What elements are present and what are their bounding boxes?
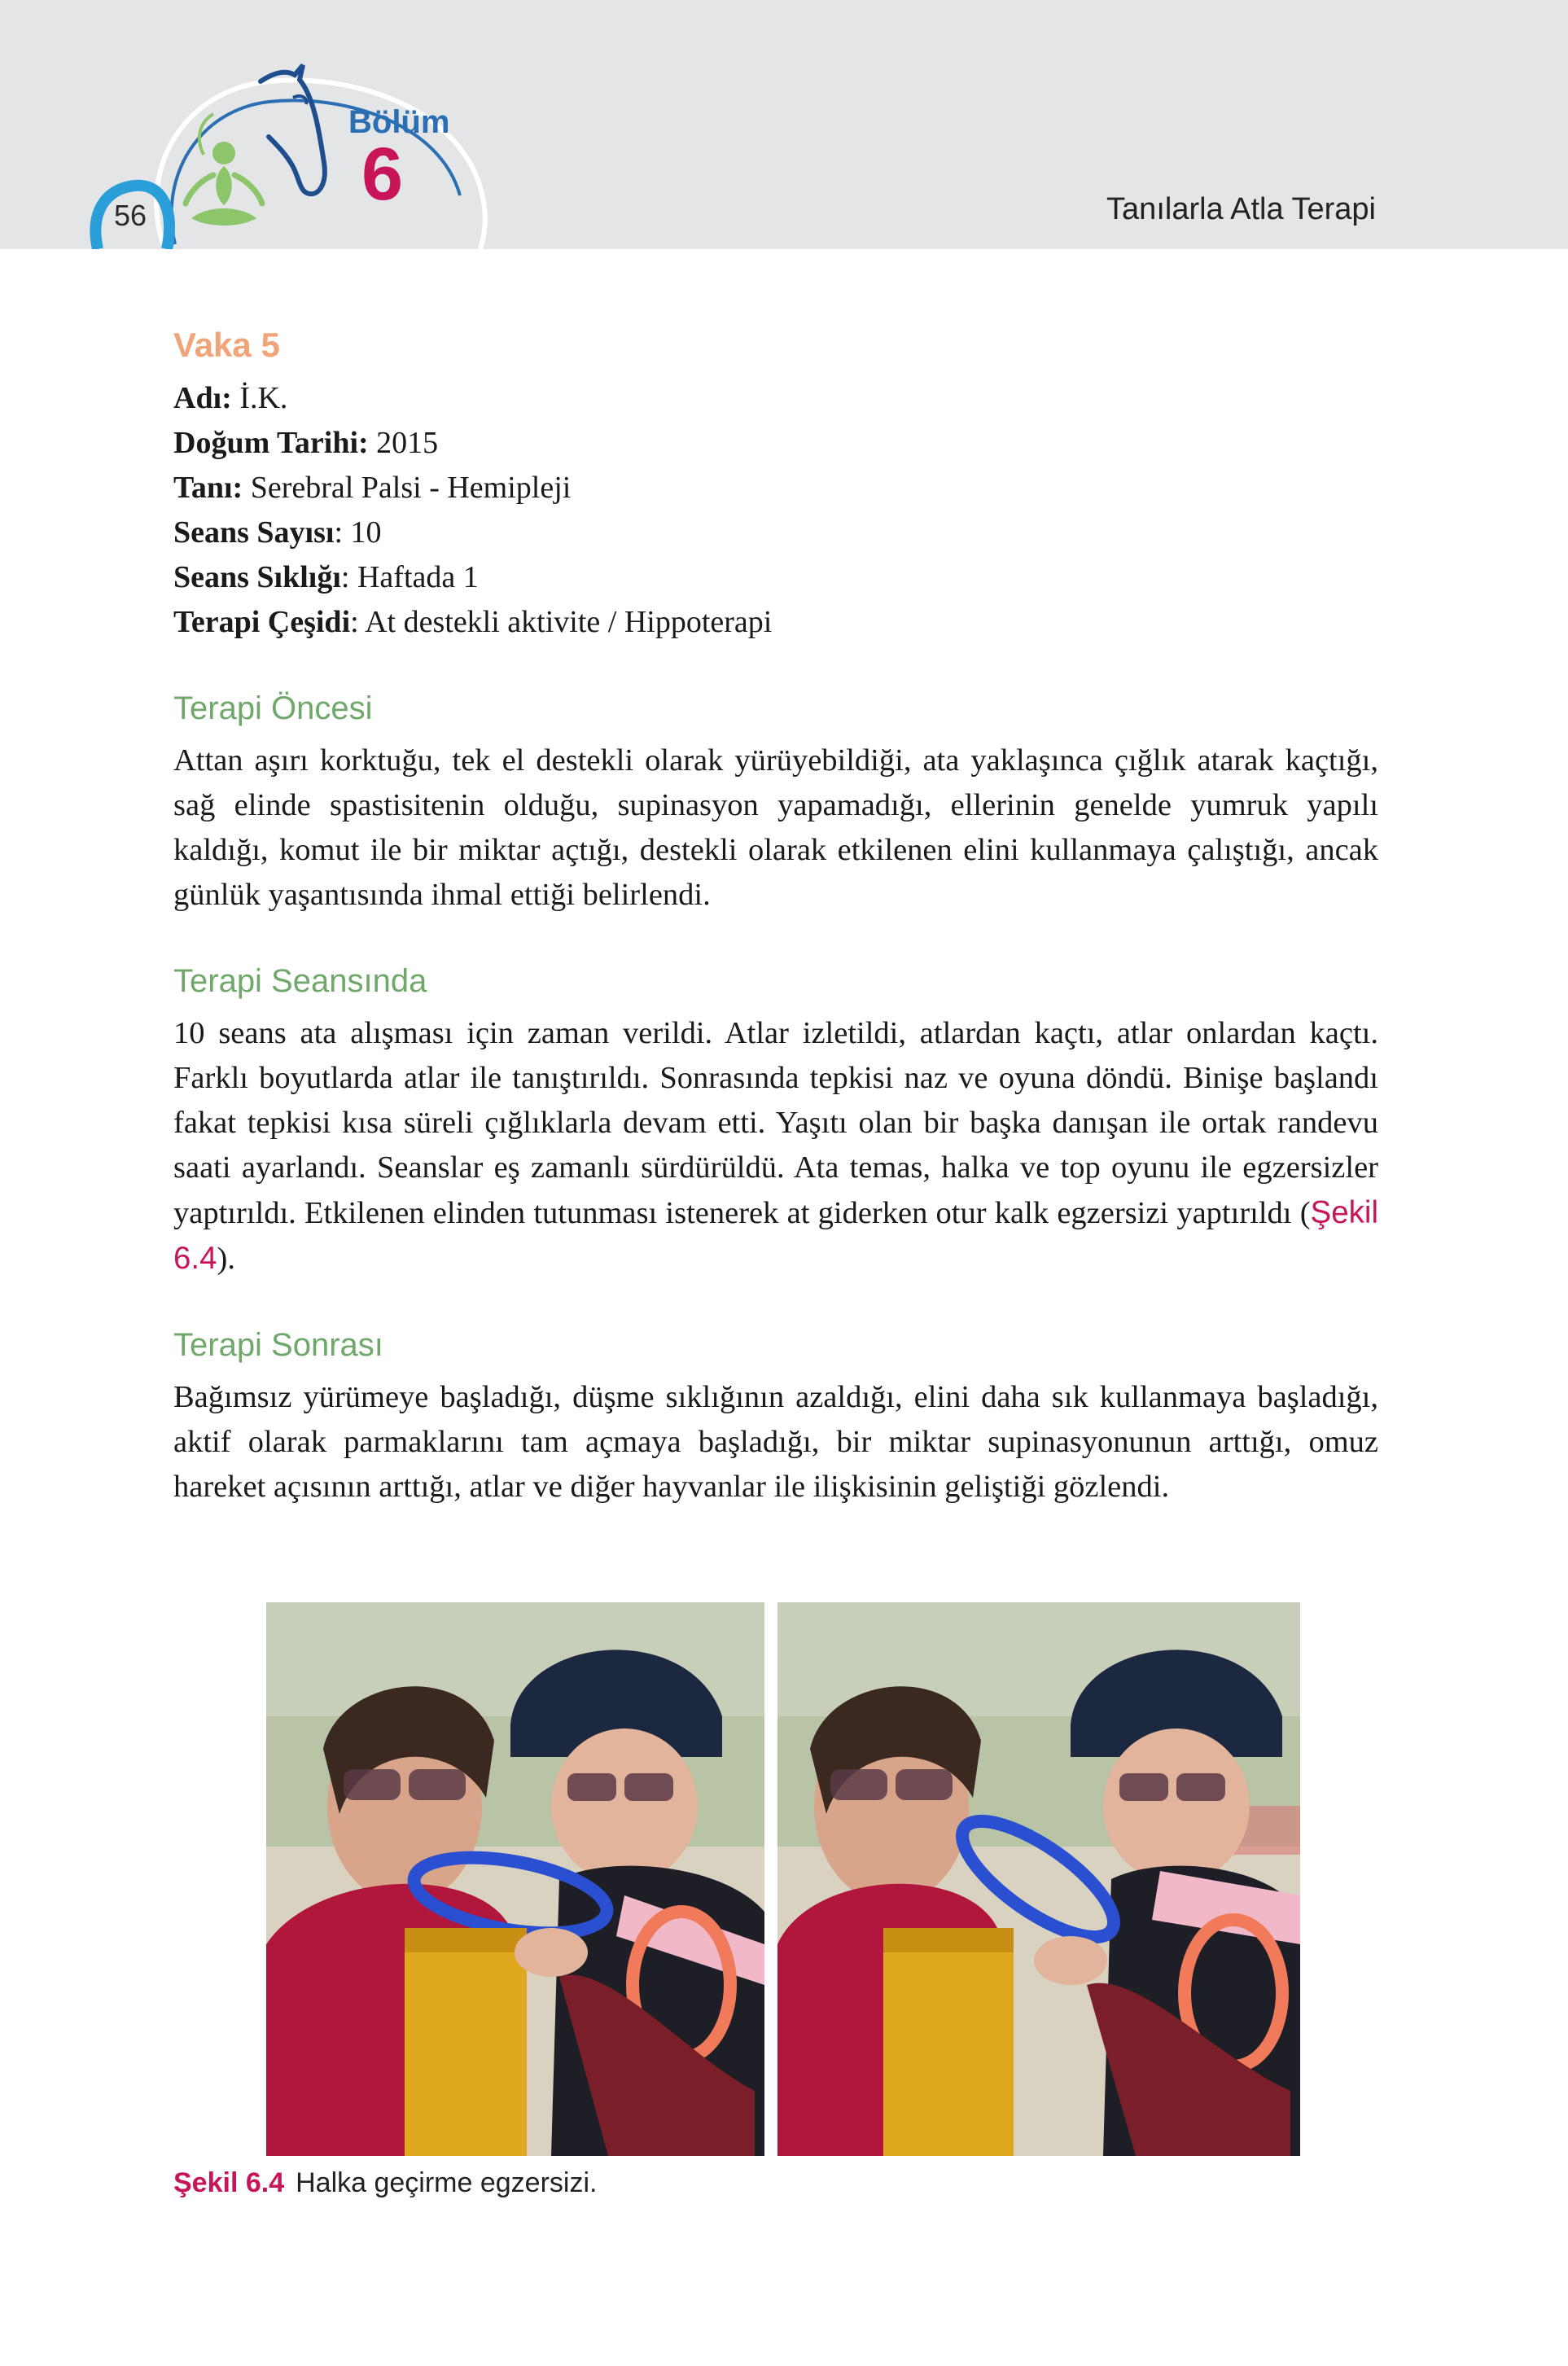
photo-right <box>777 1602 1300 2156</box>
section-text-after: Bağımsız yürümeye başladığı, düşme sıklığının azaldığı, elini daha sık kullanmaya başladığı, aktif olarak parmaklarını tam açmaya başladığı, bir miktar supinasyonunun arttığı, omuz hareket açısının arttığı, atlar ve diğer hayvanlar ile ilişkisinin geliştiği gözlendi. <box>173 1380 1378 1504</box>
section-text-during-main: 10 seans ata alışması için zaman verildi. Atlar izletildi, atlardan kaçtı, atlar onlardan kaçtı. Farklı boyutlarda atlar ile tanıştırıldı. Sonrasında tepkisi naz ve oyuna döndü. Binişe başlandı fakat tepkisi kısa süreli çığlıklarla devam etti. Yaşıtı olan bir başka danışan ile ortak randevu saati ayarlandı. Seanslar eş zamanlı sürdürüldü. Ata temas, halka ve top oyunu ile egzersizler yaptırıldı. Etkilenen elinden tutunması istenerek at giderken otur kalk egzersizi yaptırıldı ( <box>173 1016 1378 1230</box>
field-value: : At destekli aktivite / Hippoterapi <box>350 605 773 639</box>
field-value: : Haftada 1 <box>340 560 479 594</box>
field-value: 2015 <box>368 426 439 460</box>
page-content <box>173 326 1378 1509</box>
case-field-diagnosis <box>173 466 1378 510</box>
chapter-number: 6 <box>361 133 404 216</box>
figure-label: Şekil 6.4 <box>173 2167 285 2198</box>
section-title-during: Terapi Seansında <box>173 963 427 999</box>
case-title: Vaka 5 <box>173 326 280 364</box>
field-value: İ.K. <box>231 381 288 415</box>
case-field-name <box>173 376 1378 421</box>
section-text-during <box>173 1011 1378 1282</box>
field-label: Terapi Çeşidi <box>173 605 351 639</box>
section-title-before: Terapi Öncesi <box>173 690 373 726</box>
field-label: Tanı: <box>173 471 243 505</box>
field-label: Doğum Tarihi: <box>173 426 369 460</box>
figure-caption-text: Halka geçirme egzersizi. <box>296 2167 598 2198</box>
case-field-session-frequency <box>173 555 1378 600</box>
figure-photos <box>266 1602 1300 2156</box>
photo-left <box>266 1602 764 2156</box>
section-title-after: Terapi Sonrası <box>173 1327 383 1363</box>
field-value: : 10 <box>334 515 382 550</box>
field-label: Seans Sayısı <box>173 515 335 550</box>
page-header <box>0 0 1568 249</box>
section-text-during-end: ). <box>217 1242 235 1276</box>
field-value: Serebral Palsi - Hemipleji <box>243 471 572 505</box>
chapter-label: Bölüm <box>348 104 450 140</box>
field-label: Adı: <box>173 381 232 415</box>
case-field-birthdate <box>173 421 1378 466</box>
section-text-before: Attan aşırı korktuğu, tek el destekli olarak yürüyebildiği, ata yaklaşınca çığlık atarak kaçtığı, sağ elinde spastisitenin olduğu, supinasyon yapamadığı, ellerinin genelde yumruk yapılı kaldığı, komut ile bir miktar açtığı, destekli olarak etkilenen elini kullanmaya çalıştığı, ancak günlük yaşantısında ihmal ettiği belirlendi. <box>173 743 1378 912</box>
page-number: 56 <box>114 199 147 232</box>
case-field-therapy-type <box>173 600 1378 645</box>
figure-caption <box>173 2167 597 2199</box>
field-label: Seans Sıklığı <box>173 560 341 594</box>
case-field-session-count <box>173 510 1378 555</box>
figure-reference-link[interactable]: Şekil 6.4 <box>173 1195 1378 1276</box>
running-title: Tanılarla Atla Terapi <box>1106 192 1376 226</box>
